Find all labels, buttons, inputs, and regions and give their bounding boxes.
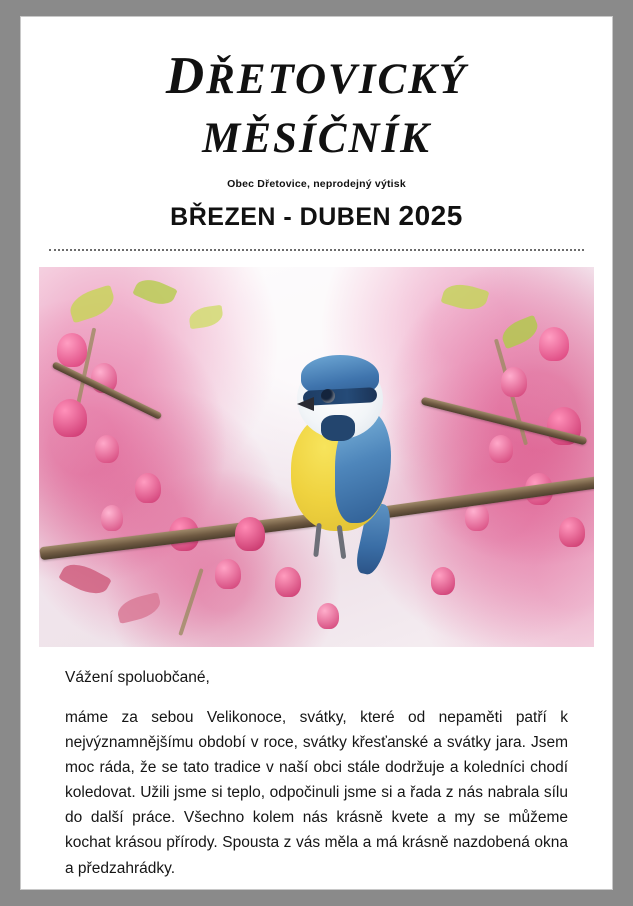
leaf xyxy=(132,274,177,310)
blossom xyxy=(559,517,585,547)
blossom xyxy=(135,473,161,503)
cover-photo-background xyxy=(39,267,594,647)
article-greeting: Vážení spoluobčané, xyxy=(65,668,210,686)
leaf xyxy=(58,557,112,601)
blossom-foreground xyxy=(275,567,301,597)
blossom xyxy=(101,505,123,531)
leaf xyxy=(441,279,490,314)
blossom xyxy=(539,327,569,361)
masthead xyxy=(21,17,612,232)
leaf xyxy=(115,592,163,624)
blossom-foreground xyxy=(235,517,265,551)
blossom-foreground xyxy=(431,567,455,595)
blossom xyxy=(501,367,527,397)
blossom xyxy=(489,435,513,463)
bird-leg-left xyxy=(313,523,322,557)
publication-title-line-1 xyxy=(61,43,572,111)
blossom xyxy=(215,559,241,589)
blossom xyxy=(465,503,489,531)
leaf xyxy=(498,315,541,350)
bird-blue-tit xyxy=(277,353,405,568)
issue-months: BŘEZEN - DUBEN xyxy=(170,202,392,231)
publication-subtitle: Obec Dřetovice, neprodejný výtisk xyxy=(227,177,406,190)
stem xyxy=(178,568,203,636)
blossom xyxy=(53,399,87,437)
bird-beak xyxy=(297,397,314,411)
article-paragraph: máme za sebou Velikonoce, svátky, které od nepaměti patří k nejvýznamnějšímu období v roce, svátky křesťanské a svátky jara. Jsem moc ráda, že se tato tradice v naší obci stále dodržuje a koledníci chodí koledovat. Užili jsme si teplo, odpočinuli jsme si a řada z nás nabrala sílu do další práce. Všechno kolem nás krásně kvete a my se můžeme kochat krásou přírody. Spousta z vás měla a má krásně nazdobená okna a předzahrádky. xyxy=(65,708,568,877)
blossom-foreground xyxy=(317,603,339,629)
issue-date xyxy=(61,200,572,232)
bird-bib xyxy=(321,415,355,441)
leaf xyxy=(188,305,224,330)
bird-eye xyxy=(321,389,335,403)
title-dropcap: D xyxy=(165,47,207,105)
cover-photo xyxy=(39,267,594,647)
blossom xyxy=(95,435,119,463)
newsletter-page xyxy=(20,16,613,890)
blossom xyxy=(57,333,87,367)
leaf xyxy=(66,284,118,323)
publication-title-line-2: MĚSÍČNÍK xyxy=(202,114,431,162)
issue-year: 2025 xyxy=(398,199,463,231)
divider-dotted xyxy=(49,248,584,251)
title-line-1-rest: ŘETOVICKÝ xyxy=(206,56,468,103)
article xyxy=(21,647,612,881)
